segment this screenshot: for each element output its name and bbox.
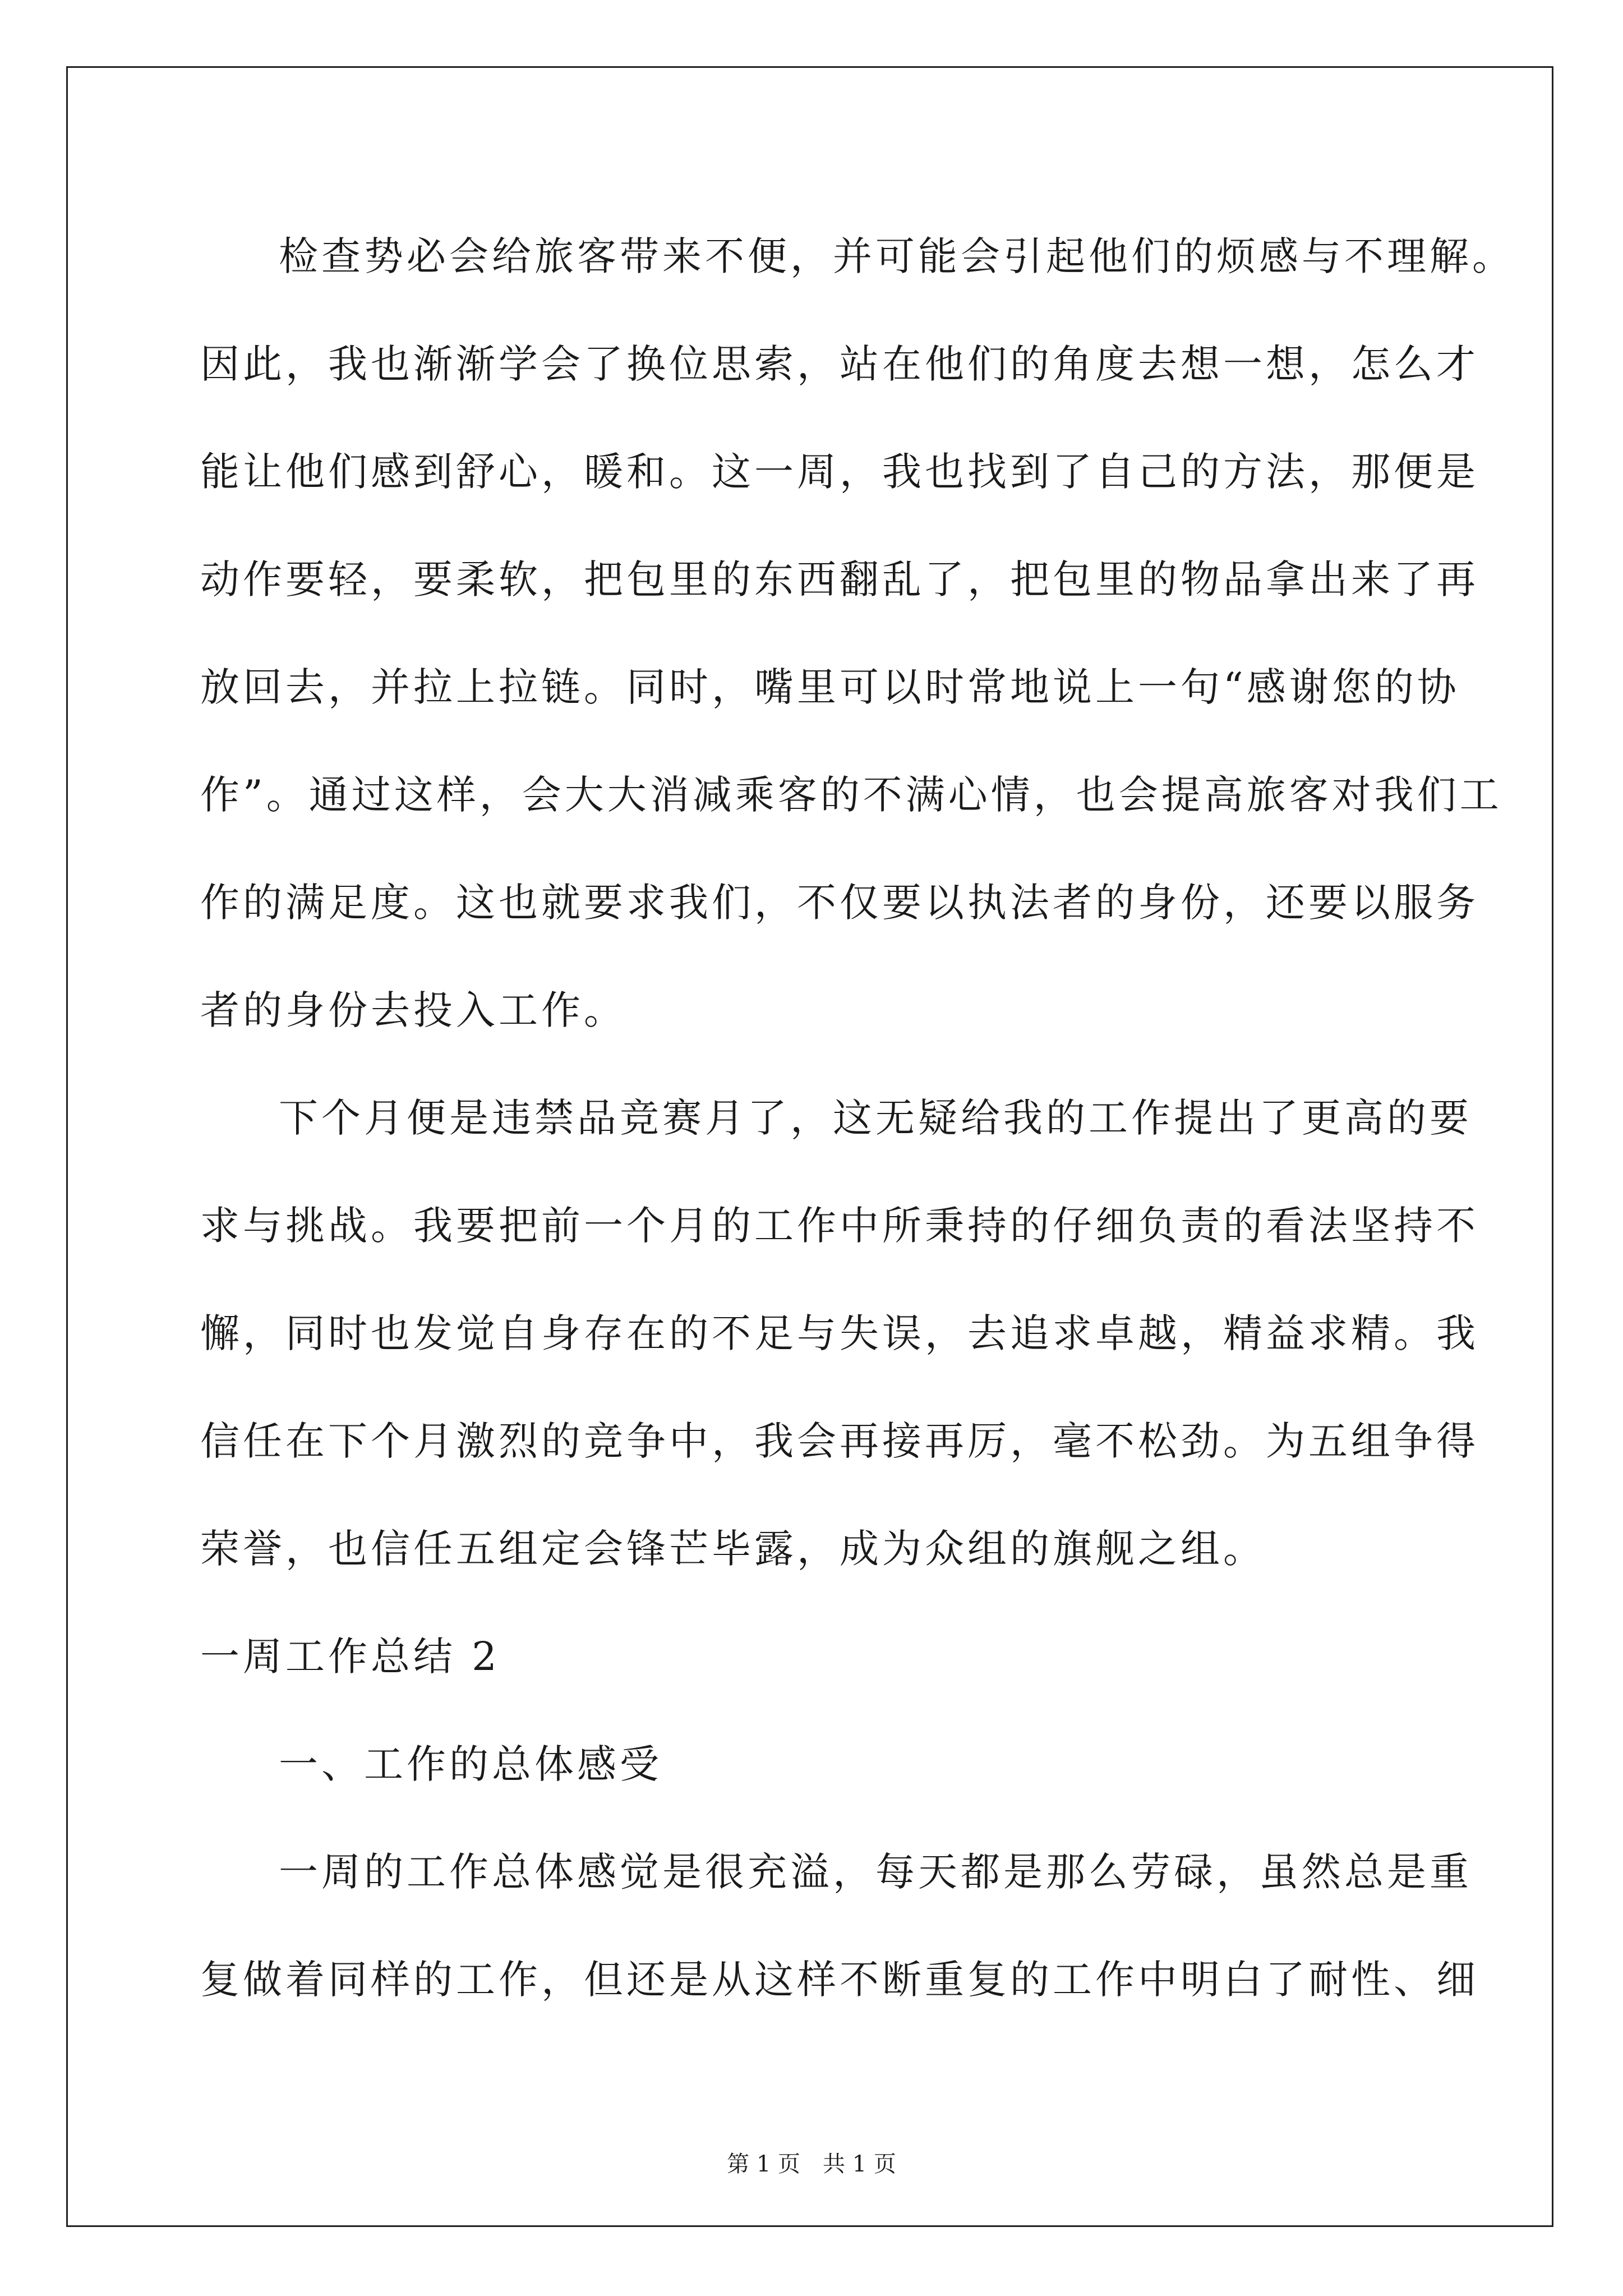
text-line: 求与挑战。我要把前一个月的工作中所秉持的仔细负责的看法坚持不 — [200, 1203, 1479, 1249]
text-line: 能让他们感到舒心，暖和。这一周，我也找到了自己的方法，那便是 — [200, 449, 1479, 495]
text-line: 作”。通过这样，会大大消减乘客的不满心情，也会提高旅客对我们工 — [200, 772, 1502, 818]
text-line: 者的身份去投入工作。 — [200, 987, 626, 1033]
subsection-heading: 一、工作的总体感受 — [279, 1741, 662, 1787]
text-line: 作的满足度。这也就要求我们，不仅要以执法者的身份，还要以服务 — [200, 880, 1479, 926]
text-line: 下个月便是违禁品竞赛月了，这无疑给我的工作提出了更高的要 — [279, 1095, 1472, 1141]
page-total: 共 1 页 — [823, 2151, 896, 2177]
page-border — [66, 66, 1553, 2227]
section-heading: 一周工作总结 2 — [200, 1634, 500, 1680]
text-line: 动作要轻，要柔软，把包里的东西翻乱了，把包里的物品拿出来了再 — [200, 556, 1479, 602]
text-line: 懈，同时也发觉自身存在的不足与失误，去追求卓越，精益求精。我 — [200, 1310, 1479, 1356]
page-number: 第 1 页 — [727, 2151, 800, 2177]
text-line: 检查势必会给旅客带来不便，并可能会引起他们的烦感与不理解。 — [279, 233, 1515, 279]
text-line: 放回去，并拉上拉链。同时，嘴里可以时常地说上一句“感谢您的协 — [200, 664, 1460, 710]
text-line: 荣誉，也信任五组定会锋芒毕露，成为众组的旗舰之组。 — [200, 1526, 1266, 1572]
text-line: 复做着同样的工作，但还是从这样不断重复的工作中明白了耐性、细 — [200, 1957, 1479, 2003]
text-line: 信任在下个月激烈的竞争中，我会再接再厉，毫不松劲。为五组争得 — [200, 1418, 1479, 1464]
text-line: 一周的工作总体感觉是很充溢，每天都是那么劳碌，虽然总是重 — [279, 1849, 1472, 1895]
text-line: 因此，我也渐渐学会了换位思索，站在他们的角度去想一想，怎么才 — [200, 341, 1479, 387]
page-footer — [0, 2153, 1623, 2175]
